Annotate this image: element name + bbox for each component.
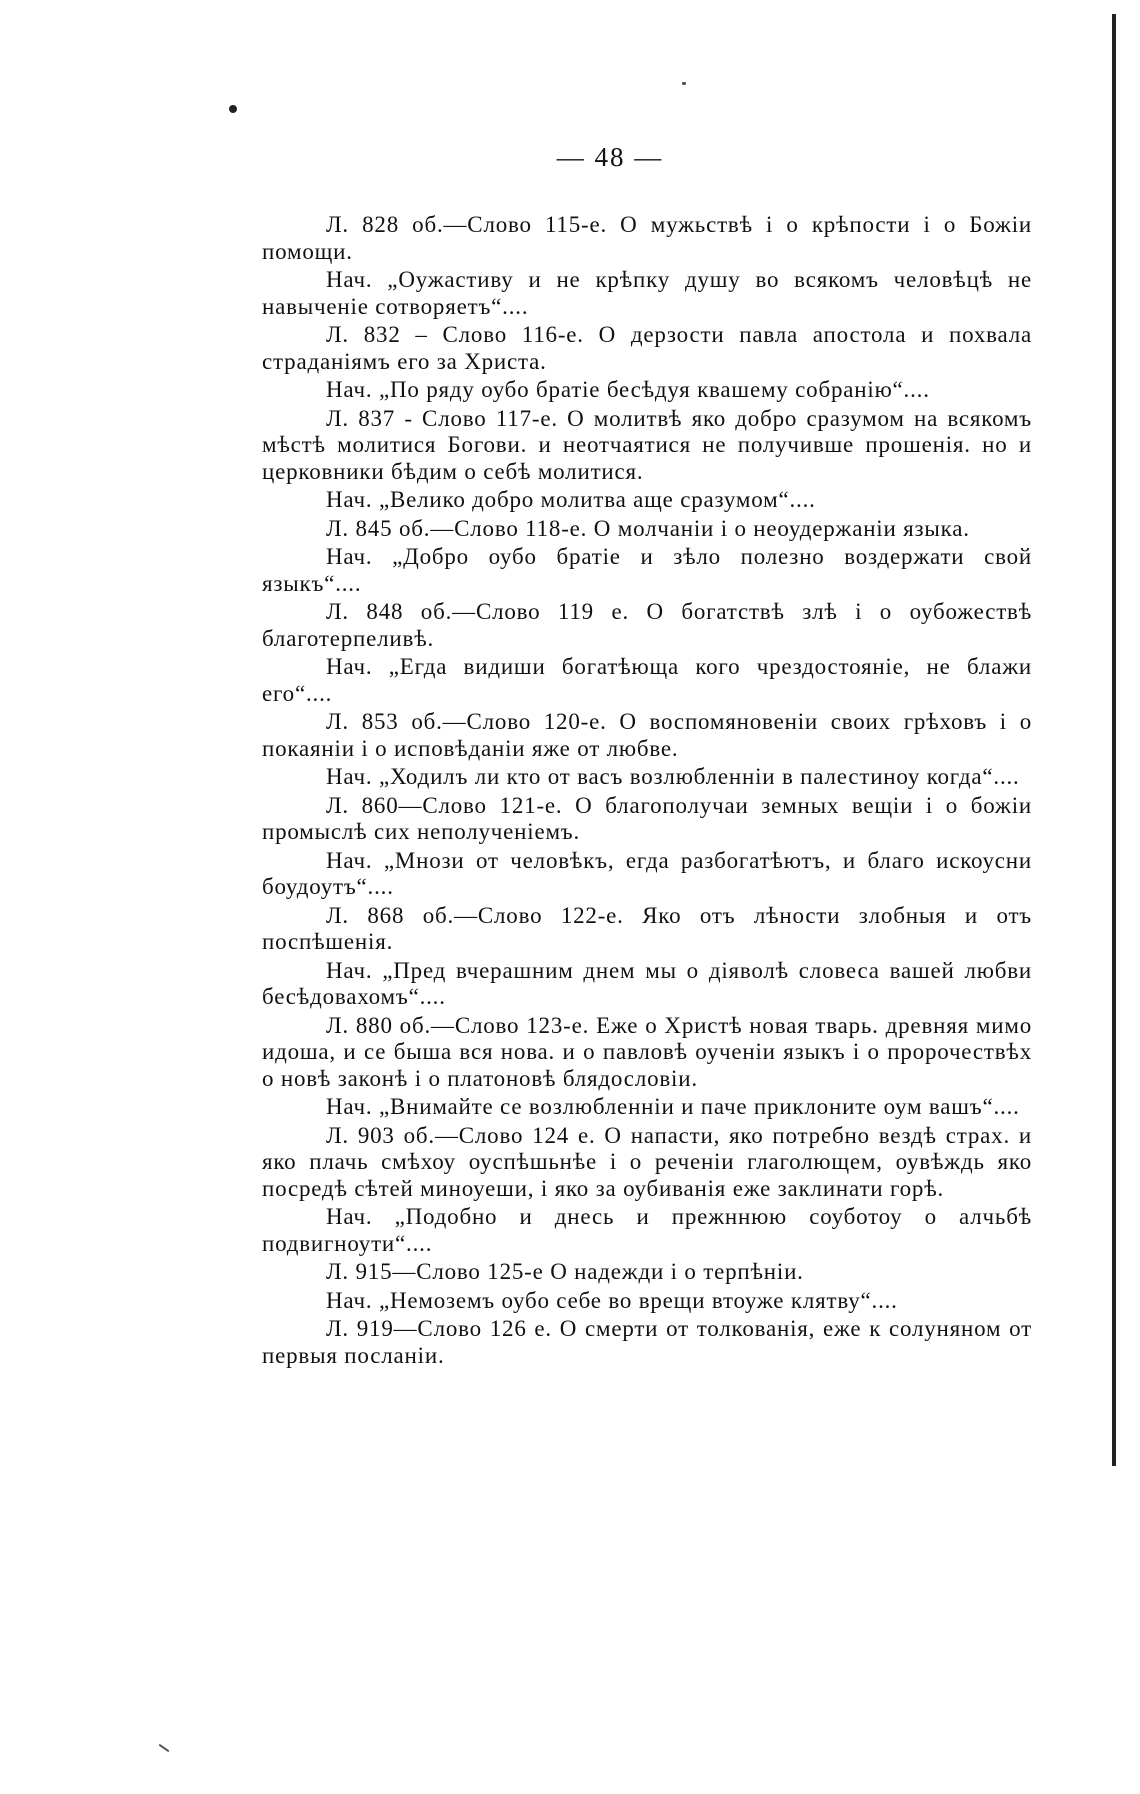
page-body (262, 212, 1032, 1371)
entry-paragraph: Л. 919—Слово 126 е. О смерти от толкованія, еже к солуняном от первыя посланіи. (262, 1316, 1032, 1368)
entry-paragraph: Л. 860—Слово 121-е. О благополучаи земных вещіи і о божіи промыслѣ сих неполученіемъ. (262, 792, 1032, 844)
incipit-paragraph: Нач. „Оужастиву и не крѣпку душу во всякомъ человѣцѣ не навыченіе сотворяетъ“.... (262, 267, 1032, 319)
incipit-paragraph: Нач. „Добро оубо братіе и зѣло полезно воздержати свой языкъ“.... (262, 544, 1032, 596)
incipit-paragraph: Нач. „Мнози от человѣкъ, егда разбогатѣютъ, и благо искоусни боудоутъ“.... (262, 847, 1032, 899)
entry-paragraph: Л. 868 об.—Слово 122-е. Яко отъ лѣности злобныя и отъ поспѣшенія. (262, 902, 1032, 954)
entry-paragraph: Л. 837 - Слово 117-е. О молитвѣ яко добро сразумом на всякомъ мѣстѣ молитися Богови. и неотчаятися не получивше прошенія. но и церковники бѣдим о себѣ молитися. (262, 405, 1032, 484)
incipit-paragraph: Нач. „Подобно и днесь и прежннюю соуботоу о алчьбѣ подвигноути“.... (262, 1204, 1032, 1256)
ink-dot (229, 105, 237, 113)
entry-paragraph: Л. 848 об.—Слово 119 е. О богатствѣ злѣ і о оубожествѣ благотерпеливѣ. (262, 599, 1032, 651)
page-number: — 48 — (556, 142, 664, 172)
entry-paragraph: Л. 853 об.—Слово 120-е. О воспомяновеніи своих грѣховъ і о покаяніи і о исповѣданіи яже от любве. (262, 709, 1032, 761)
entry-paragraph: Л. 915—Слово 125-е О надежди і о терпѣніи. (326, 1259, 804, 1284)
margin-rule (1112, 14, 1116, 1466)
entry-paragraph: Л. 903 об.—Слово 124 е. О напасти, яко потребно вездѣ страх. и яко плачь смѣхоу оуспѣшьнѣе і о реченіи глаголющем, оувѣждь яко посредѣ сѣтей миноуеши, і яко за оубиванія еже заклинати горѣ. (262, 1122, 1032, 1201)
entry-paragraph: Л. 880 об.—Слово 123-е. Еже о Христѣ новая тварь. древняя мимо идоша, и се быша вся нова. и о павловѣ оученіи языкъ і о пророчествѣх о новѣ законѣ і о платоновѣ блядословіи. (262, 1012, 1032, 1091)
incipit-paragraph: Нач. „По ряду оубо братіе бесѣдуя квашему собранію“.... (326, 377, 930, 402)
incipit-paragraph: Нач. „Немоземъ оубо себе во врещи втоуже клятву“.... (326, 1287, 898, 1313)
incipit-paragraph: Нач. „Внимайте се возлюбленніи и паче приклоните оум вашъ“.... (326, 1094, 1020, 1119)
entry-paragraph: Л. 828 об.—Слово 115-е. О мужьствѣ і о крѣпости і о Божіи помощи. (262, 212, 1032, 264)
incipit-paragraph: Нач. „Велико добро молитва аще сразумом“.... (326, 487, 816, 512)
incipit-paragraph: Нач. „Пред вчерашним днем мы о діяволѣ словеса вашей любви бесѣдовахомъ“.... (262, 957, 1032, 1009)
incipit-paragraph: Нач. „Егда видиши богатѣюща кого чрездостояніе, не блажи его“.... (262, 654, 1032, 706)
ink-speck (682, 82, 686, 85)
entry-paragraph: Л. 832 – Слово 116-е. О дерзости павла апостола и похвала страданіямъ его за Христа. (262, 322, 1032, 374)
ink-speck (159, 1744, 170, 1753)
entry-paragraph: Л. 845 об.—Слово 118-е. О молчаніи і о неоудержаніи языка. (326, 515, 970, 541)
incipit-paragraph: Нач. „Ходилъ ли кто от васъ возлюбленніи в палестиноу когда“.... (326, 764, 1020, 789)
